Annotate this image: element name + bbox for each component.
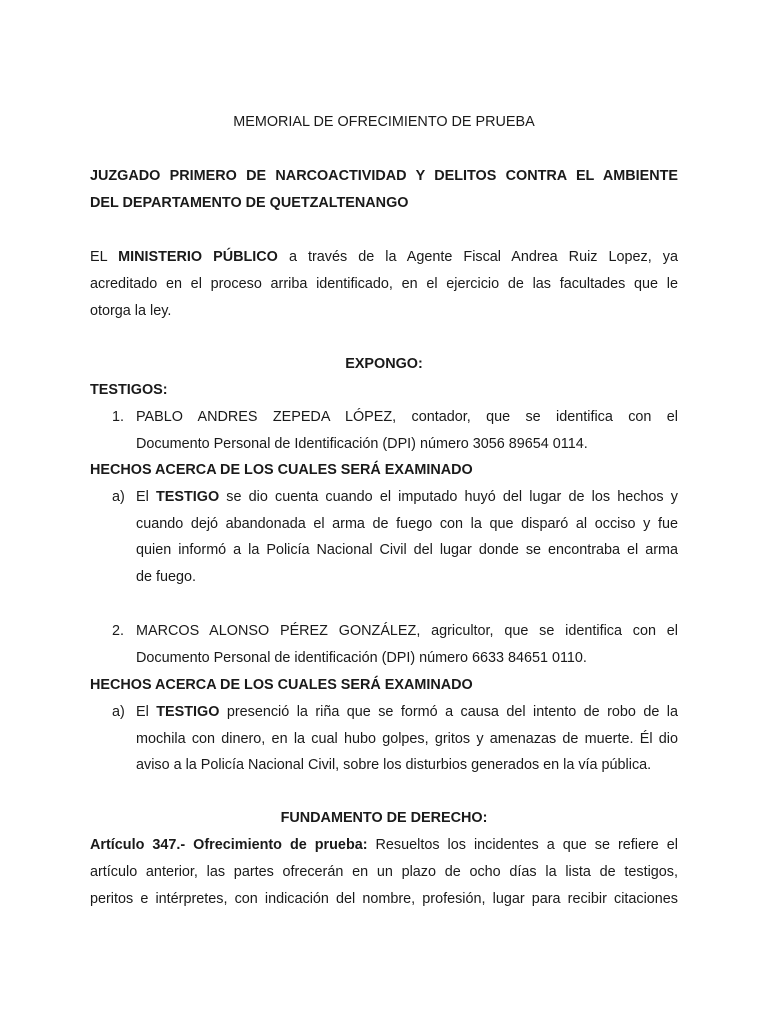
witness-line: Documento Personal de Identificación (DPI) número 3056 89654 0114. — [136, 435, 588, 452]
intro-entity: MINISTERIO PÚBLICO — [118, 249, 278, 265]
document-page — [90, 0, 678, 1024]
intro-line-1-rest: a través de la Agente Fiscal Andrea Ruiz Lopez, ya — [277, 249, 678, 265]
fact-witness-label: TESTIGO — [156, 704, 220, 720]
facts-heading-2: HECHOS ACERCA DE LOS CUALES SERÁ EXAMINADO — [90, 677, 473, 693]
intro-line-1 — [90, 247, 678, 267]
fact-witness-label: TESTIGO — [155, 489, 220, 505]
fact-line: de fuego. — [136, 568, 197, 585]
testigos-heading: TESTIGOS: — [90, 382, 168, 398]
fact-line: cuando dejó abandonada el arma de fuego con la que disparó al occiso y fue — [136, 515, 678, 532]
fact-line: mochila con dinero, en la cual hubo golpes, gritos y amenazas de muerte. Él dio — [136, 730, 678, 747]
fact-line — [136, 487, 678, 514]
witness-line: Documento Personal de identificación (DPI) número 6633 84651 0110. — [136, 649, 587, 666]
fact-marker: a) — [112, 489, 125, 505]
fundamento-heading: FUNDAMENTO DE DERECHO: — [280, 810, 488, 826]
intro-prefix: EL — [90, 249, 119, 265]
witness-number: 2. — [112, 623, 125, 639]
fact-line: quien informó a la Policía Nacional Civil del lugar donde se encontraba el arma — [136, 542, 678, 559]
article-line-1-rest: Resueltos los incidentes a que se refiere el — [367, 837, 678, 853]
court-name-line-1: JUZGADO PRIMERO DE NARCOACTIVIDAD Y DELITOS CONTRA EL AMBIENTE — [90, 168, 678, 184]
fact-line-rest: presenció la riña que se formó a causa del intento de robo de la — [219, 704, 678, 720]
witness-line: MARCOS ALONSO PÉREZ GONZÁLEZ, agricultor, que se identifica con el — [136, 623, 678, 639]
intro-line-2: acreditado en el proceso arriba identificado, en el ejercicio de las facultades que le — [90, 276, 678, 292]
facts-heading-1: HECHOS ACERCA DE LOS CUALES SERÁ EXAMINADO — [90, 462, 473, 478]
witness-number: 1. — [112, 409, 125, 425]
expongo-heading: EXPONGO: — [345, 356, 423, 372]
witness-line: PABLO ANDRES ZEPEDA LÓPEZ, contador, que se identifica con el — [136, 409, 678, 425]
fact-line-rest: se dio cuenta cuando el imputado huyó del lugar de los hechos y — [219, 489, 678, 505]
fact-prefix: El — [136, 704, 157, 720]
article-line-1 — [90, 835, 678, 855]
fact-marker: a) — [112, 704, 125, 720]
fact-line — [136, 702, 678, 729]
court-name-line-2: DEL DEPARTAMENTO DE QUETZALTENANGO — [90, 195, 409, 211]
article-line-2: artículo anterior, las partes ofrecerán en un plazo de ocho días la lista de testigos, — [90, 864, 678, 880]
intro-line-3: otorga la ley. — [90, 303, 172, 319]
document-title: MEMORIAL DE OFRECIMIENTO DE PRUEBA — [233, 114, 535, 130]
fact-prefix: El — [136, 489, 156, 505]
article-line-3: peritos e intérpretes, con indicación del nombre, profesión, lugar para recibir citaciones — [90, 891, 678, 907]
article-title: Artículo 347.- Ofrecimiento de prueba: — [90, 837, 368, 853]
fact-line: aviso a la Policía Nacional Civil, sobre los disturbios generados en la vía pública. — [136, 757, 652, 774]
